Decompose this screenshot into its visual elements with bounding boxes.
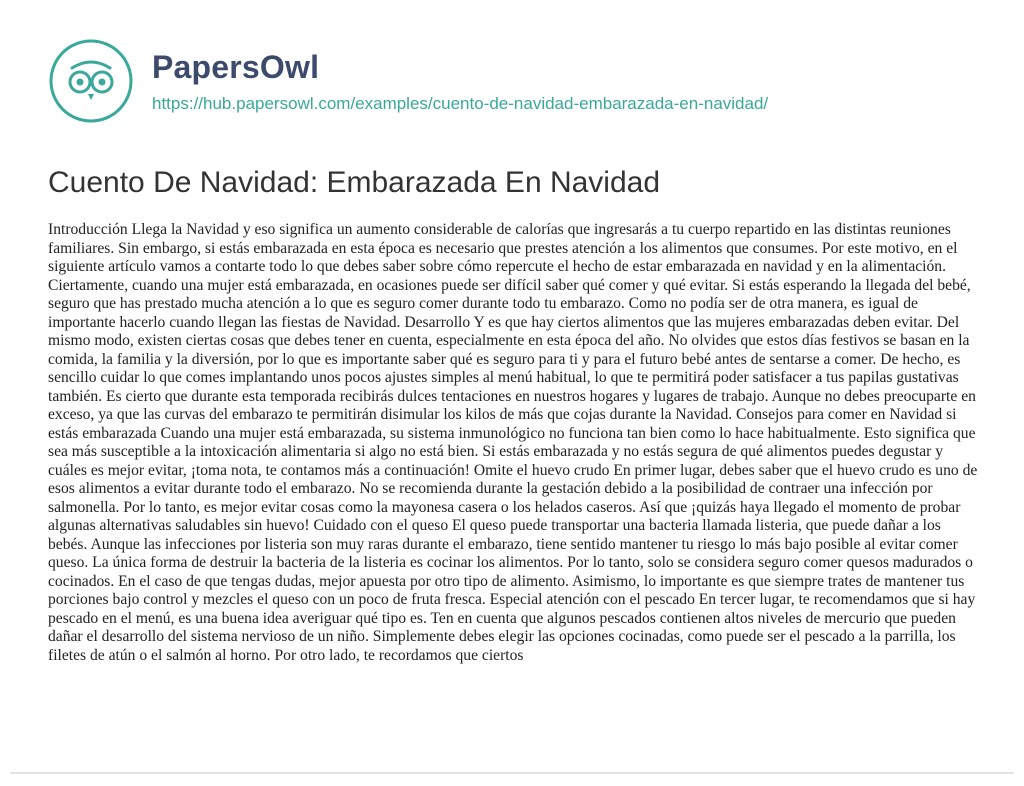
page-url-link[interactable]: https://hub.papersowl.com/examples/cuento-de-navidad-embarazada-en-navidad/ <box>152 94 769 113</box>
brand-block <box>152 48 768 114</box>
owl-logo-icon[interactable] <box>48 38 134 124</box>
site-header <box>48 38 768 124</box>
footer-divider <box>10 772 1014 774</box>
article-body: Introducción Llega la Navidad y eso significa un aumento considerable de calorías que ingresarás a tu cuerpo repartido en las distintas reuniones familiares. Sin embargo, si estás embarazada en esta época es necesario que prestes atención a los alimentos que consumes. Por este motivo, en el siguiente artículo vamos a contarte todo lo que debes saber sobre cómo repercute el hecho de estar embarazada en navidad y en la alimentación. Ciertamente, cuando una mujer está embarazada, en ocasiones puede ser difícil saber qué comer y qué evitar. Si estás esperando la llegada del bebé, seguro que has prestado mucha atención a lo que es seguro comer durante todo tu embarazo. Como no podía ser de otra manera, es igual de importante hacerlo cuando llegan las fiestas de Navidad. Desarrollo Y es que hay ciertos alimentos que las mujeres embarazadas deben evitar. Del mismo modo, existen ciertas cosas que debes tener en cuenta, especialmente en esta época del año. No olvides que estos días festivos se basan en la comida, la familia y la diversión, por lo que es importante saber qué es seguro para ti y para el futuro bebé antes de sentarse a comer. De hecho, es sencillo cuidar lo que comes implantando unos pocos ajustes simples al menú habitual, lo que te permitirá poder satisfacer a tus papilas gustativas también. Es cierto que durante esta temporada recibirás dulces tentaciones en nuestros hogares y lugares de trabajo. Aunque no debes preocuparte en exceso, ya que las curvas del embarazo te permitirán disimular los kilos de más que cojas durante la Navidad. Consejos para comer en Navidad si estás embarazada Cuando una mujer está embarazada, su sistema inmunológico no funciona tan bien como lo hace habitualmente. Esto significa que sea más susceptible a la intoxicación alimentaria si algo no está bien. Si estás embarazada y no estás segura de qué alimentos puedes degustar y cuáles es mejor evitar, ¡toma nota, te contamos más a continuación! Omite el huevo crudo En primer lugar, debes saber que el huevo crudo es uno de esos alimentos a evitar durante todo el embarazo. No se recomienda durante la gestación debido a la posibilidad de contraer una infección por salmonella. Por lo tanto, es mejor evitar cosas como la mayonesa casera o los helados caseros. Así que ¡quizás haya llegado el momento de probar algunas alternativas saludables sin huevo! Cuidado con el queso El queso puede transportar una bacteria llamada listeria, que puede dañar a los bebés. Aunque las infecciones por listeria son muy raras durante el embarazo, tiene sentido mantener tu riesgo lo más bajo posible al evitar comer queso. La única forma de destruir la bacteria de la listeria es cocinar los alimentos. Por lo tanto, solo se considera seguro comer quesos madurados o cocinados. En el caso de que tengas dudas, mejor apuesta por otro tipo de alimento. Asimismo, lo importante es que siempre trates de mantener tus porciones bajo control y mezcles el queso con un poco de fruta fresca. Especial atención con el pescado En tercer lugar, te recomendamos que si hay pescado en el menú, es una buena idea averiguar qué tipo es. Ten en cuenta que algunos pescados contienen altos niveles de mercurio que pueden dañar el desarrollo del sistema nervioso de un niño. Simplemente debes elegir las opciones cocinadas, como puede ser el pescado a la parrilla, los filetes de atún o el salmón al horno. Por otro lado, te recordamos que ciertos <box>48 221 978 664</box>
brand-name[interactable]: PapersOwl <box>152 49 320 85</box>
article-title: Cuento De Navidad: Embarazada En Navidad <box>48 166 661 199</box>
